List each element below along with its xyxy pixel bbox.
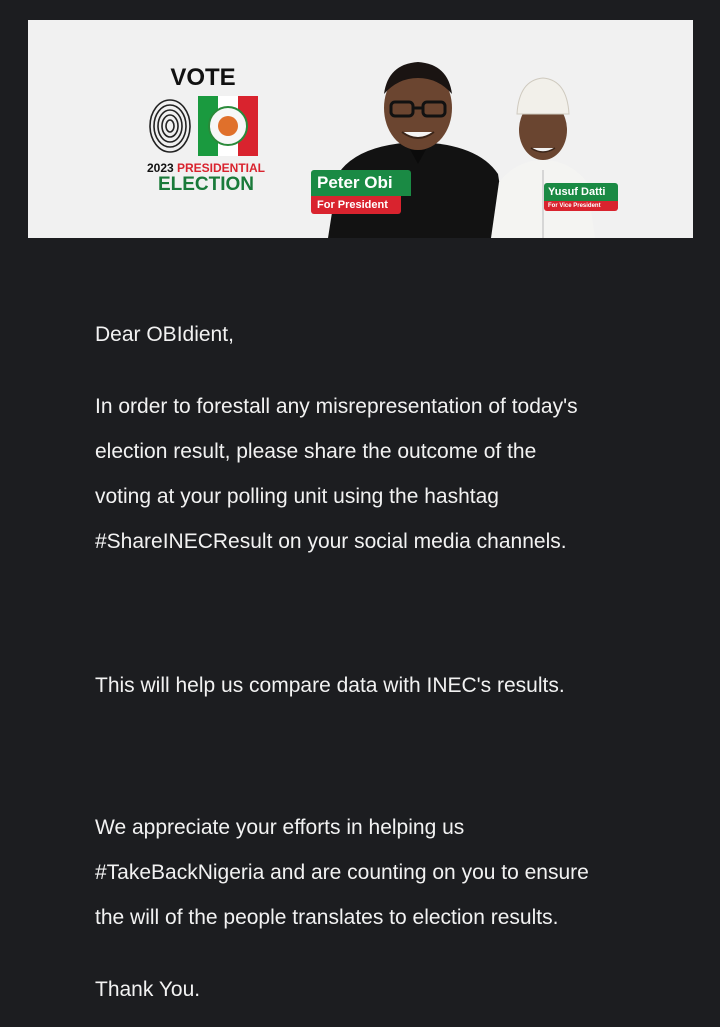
paragraph-line: We appreciate your efforts in helping us bbox=[95, 816, 465, 839]
fingerprint-icon bbox=[148, 98, 192, 154]
paragraph-line: the will of the people translates to election results. bbox=[95, 906, 559, 929]
president-name: Peter Obi bbox=[311, 170, 411, 196]
vote-title: VOTE bbox=[170, 64, 236, 91]
election-label: ELECTION bbox=[157, 174, 255, 195]
paragraph-share-result bbox=[95, 384, 655, 564]
greeting-text: Dear OBIdient, bbox=[95, 323, 234, 346]
paragraph-line: In order to forestall any misrepresentation of today's bbox=[95, 395, 578, 418]
campaign-banner-image bbox=[28, 20, 693, 238]
paragraph-line: #TakeBackNigeria and are counting on you to ensure bbox=[95, 861, 589, 884]
closing-text: Thank You. bbox=[95, 978, 201, 1001]
paragraph-line: #ShareINECResult on your social media channels. bbox=[95, 530, 567, 553]
vice-president-name: Yusuf Datti bbox=[544, 183, 618, 201]
presidential-label: PRESIDENTIAL bbox=[177, 161, 266, 175]
vice-president-role: For Vice President bbox=[544, 201, 618, 211]
paragraph-appreciation bbox=[95, 805, 655, 940]
paragraph-line: voting at your polling unit using the hashtag bbox=[95, 485, 499, 508]
vice-president-name-tag bbox=[544, 183, 618, 211]
paragraph-line: This will help us compare data with INEC's results. bbox=[95, 674, 565, 697]
president-name-tag bbox=[311, 170, 411, 214]
election-year: 2023 bbox=[146, 161, 177, 175]
paragraph-line: election result, please share the outcome of the bbox=[95, 440, 537, 463]
party-logo bbox=[198, 96, 258, 156]
paragraph-compare-data bbox=[95, 663, 655, 708]
vice-president-candidate-photo bbox=[483, 74, 603, 238]
president-role: For President bbox=[311, 196, 401, 214]
election-year-line bbox=[136, 161, 276, 175]
